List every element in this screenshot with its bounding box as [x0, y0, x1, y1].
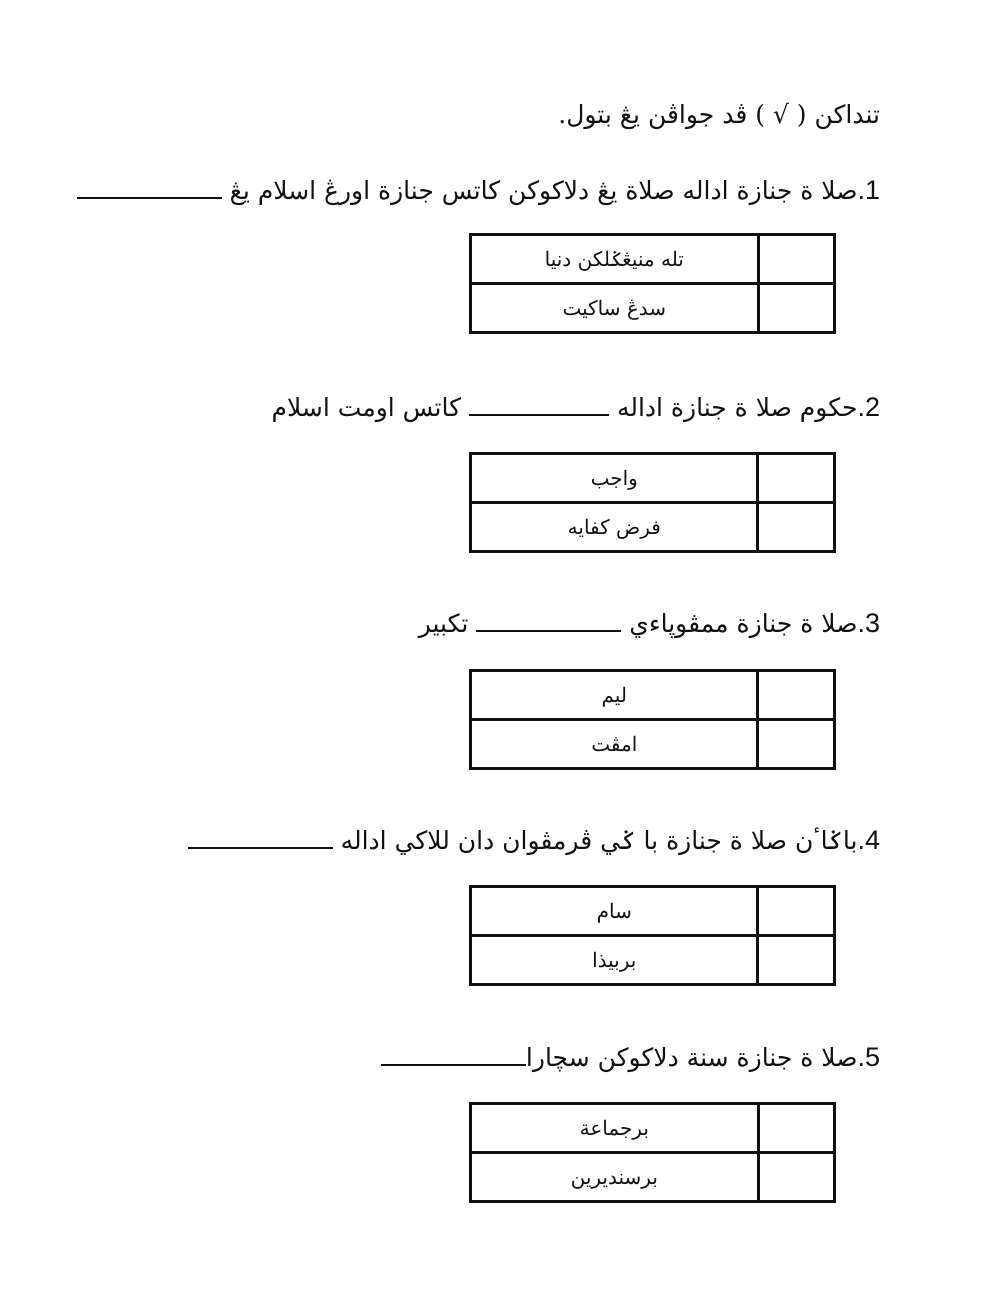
choice-row — [471, 235, 835, 284]
instruction-text: تنداکن ( √ ) ڤد جواڤن يڠ بتول. — [558, 100, 880, 129]
option-label: امڤت — [471, 720, 758, 769]
choice-row — [471, 503, 835, 552]
answer-blank — [188, 825, 333, 849]
question-text-before: حکوم صلا ة جنازة اداله — [616, 393, 858, 422]
answer-checkbox[interactable] — [758, 887, 835, 936]
answer-checkbox[interactable] — [758, 671, 835, 720]
question-number: 5. — [857, 1042, 880, 1072]
answer-checkbox[interactable] — [758, 284, 834, 333]
choice-table-1 — [469, 233, 836, 334]
option-label: تله منيڠݢلکن دنيا — [471, 235, 759, 284]
question-text-before: صلا ة جنازة ممڤوڽاءي — [629, 609, 858, 638]
question-number: 2. — [857, 392, 880, 422]
question-2 — [272, 392, 880, 423]
choice-table-2 — [469, 452, 836, 553]
choice-row — [471, 284, 835, 333]
option-label: بربيذا — [471, 936, 758, 985]
answer-blank — [476, 608, 621, 632]
choice-table-3 — [469, 669, 836, 770]
question-text: صلا ة جنازة سنة دلاکوکن سچارا — [525, 1043, 858, 1072]
answer-checkbox[interactable] — [758, 936, 835, 985]
answer-checkbox[interactable] — [758, 454, 835, 503]
answer-checkbox[interactable] — [758, 1153, 834, 1202]
question-text: صلا ة جنازة اداله صلاة يڠ دلاکوکن کاتس جنازة اورڠ اسلام يڠ — [229, 176, 858, 205]
option-label: برسنديرين — [471, 1153, 759, 1202]
choice-row — [471, 1153, 835, 1202]
question-number: 3. — [857, 608, 880, 638]
choice-row — [471, 936, 835, 985]
question-4 — [188, 825, 880, 856]
question-text: باݢاٴن صلا ة جنازة با ݢي ڤرمڤوان دان للاکي اداله — [340, 826, 858, 855]
option-label: سام — [471, 887, 758, 936]
choice-table-4 — [469, 885, 836, 986]
option-label: فرض کفايه — [471, 503, 758, 552]
answer-checkbox[interactable] — [758, 720, 835, 769]
question-1 — [77, 175, 880, 206]
option-label: ليم — [471, 671, 758, 720]
question-5 — [381, 1042, 880, 1073]
answer-checkbox[interactable] — [758, 235, 834, 284]
option-label: سدڠ ساکيت — [471, 284, 759, 333]
answer-blank — [381, 1042, 526, 1066]
choice-row — [471, 671, 835, 720]
question-text-after: تکبير — [418, 609, 469, 638]
answer-checkbox[interactable] — [758, 1104, 834, 1153]
choice-table-5 — [469, 1102, 836, 1203]
question-text-after: کاتس اومت اسلام — [271, 393, 462, 422]
choice-row — [471, 1104, 835, 1153]
choice-row — [471, 720, 835, 769]
question-number: 1. — [857, 175, 880, 205]
choice-row — [471, 887, 835, 936]
answer-blank — [469, 392, 609, 416]
choice-row — [471, 454, 835, 503]
option-label: واجب — [471, 454, 758, 503]
question-number: 4. — [857, 825, 880, 855]
option-label: برجماعة — [471, 1104, 759, 1153]
question-3 — [419, 608, 880, 639]
answer-blank — [77, 175, 222, 199]
answer-checkbox[interactable] — [758, 503, 835, 552]
